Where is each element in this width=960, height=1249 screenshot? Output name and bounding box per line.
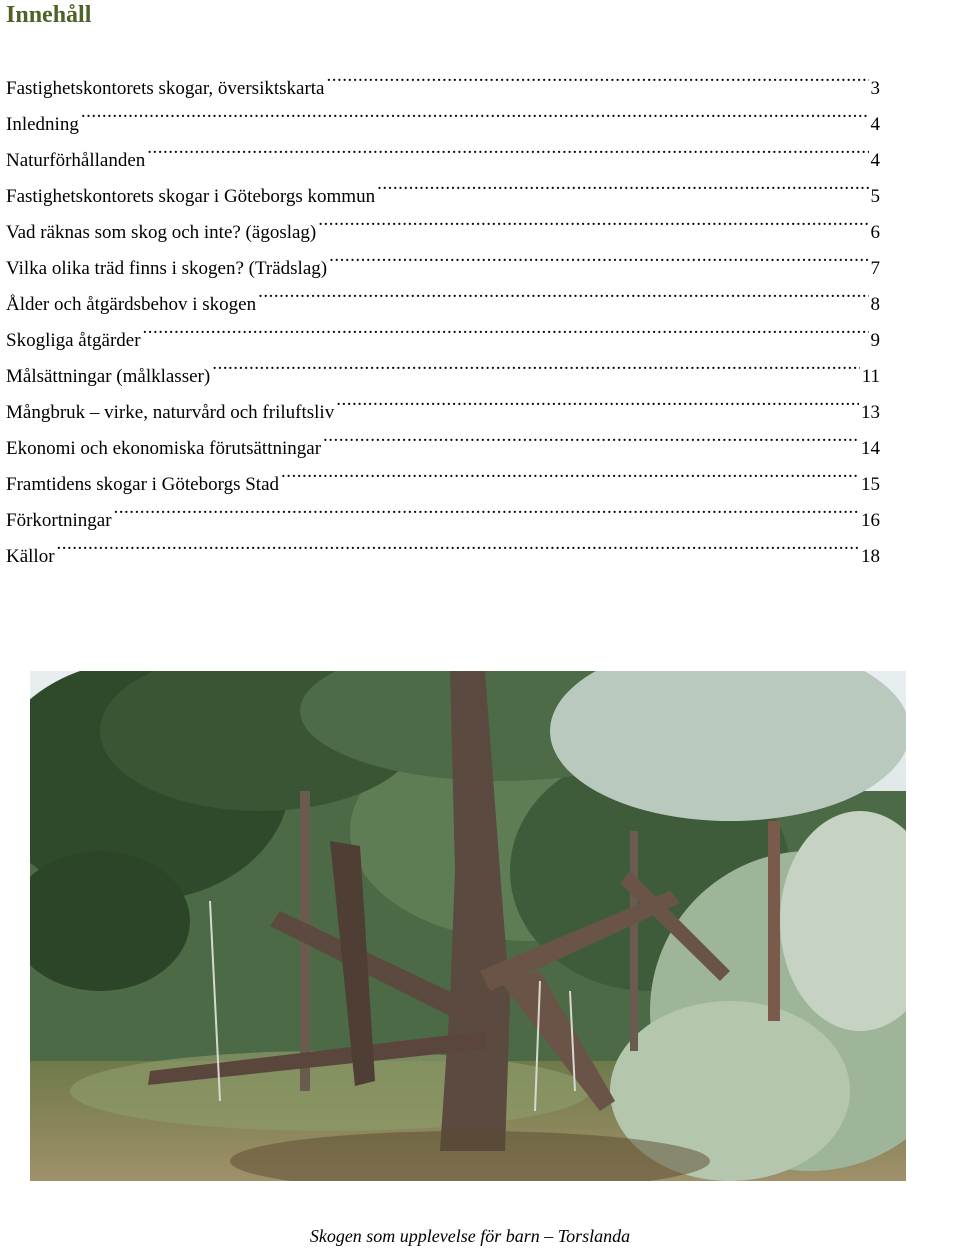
toc-entry[interactable] <box>6 526 880 567</box>
toc-entry-page: 8 <box>870 294 880 315</box>
toc-entry-title: Fastighetskontorets skogar, översiktskarta <box>6 78 325 99</box>
toc-leader-dots <box>212 346 860 382</box>
toc-entry[interactable] <box>6 94 880 135</box>
toc-entry-page: 6 <box>870 222 880 243</box>
toc-entry-title: Fastighetskontorets skogar i Göteborgs kommun <box>6 186 376 207</box>
toc-leader-dots <box>318 202 868 238</box>
toc-leader-dots <box>147 130 868 166</box>
toc-entry-page: 4 <box>870 114 880 135</box>
toc-leader-dots <box>377 166 868 202</box>
toc-entry-page: 5 <box>870 186 880 207</box>
toc-leader-dots <box>327 58 869 94</box>
toc-entry-page: 18 <box>861 546 880 567</box>
toc-leader-dots <box>143 310 869 346</box>
toc-entry-title: Källor <box>6 546 55 567</box>
toc-entry-title: Vilka olika träd finns i skogen? (Trädslag) <box>6 258 328 279</box>
toc-leader-dots <box>323 418 859 454</box>
toc-entry-title: Framtidens skogar i Göteborgs Stad <box>6 474 280 495</box>
toc-entry-title: Skogliga åtgärder <box>6 330 141 351</box>
page-heading: Innehåll <box>6 2 92 28</box>
table-of-contents <box>6 58 880 567</box>
toc-entry-title: Naturförhållanden <box>6 150 146 171</box>
toc-entry-page: 14 <box>861 438 880 459</box>
toc-leader-dots <box>81 94 869 130</box>
toc-entry-title: Ekonomi och ekonomiska förutsättningar <box>6 438 322 459</box>
toc-entry-page: 15 <box>861 474 880 495</box>
toc-entry[interactable] <box>6 58 880 99</box>
toc-entry-title: Mångbruk – virke, naturvård och friluftsliv <box>6 402 335 423</box>
pine-forest-illustration <box>30 671 906 1181</box>
toc-entry-title: Ålder och åtgärdsbehov i skogen <box>6 294 257 315</box>
toc-entry-page: 4 <box>870 150 880 171</box>
toc-leader-dots <box>329 238 868 274</box>
toc-leader-dots <box>258 274 868 310</box>
toc-leader-dots <box>57 526 859 562</box>
toc-entry-page: 7 <box>870 258 880 279</box>
toc-leader-dots <box>281 454 859 490</box>
toc-entry-page: 3 <box>870 78 880 99</box>
toc-entry-page: 13 <box>861 402 880 423</box>
forest-photo <box>30 671 906 1181</box>
toc-entry-page: 11 <box>861 366 880 387</box>
toc-entry-title: Vad räknas som skog och inte? (ägoslag) <box>6 222 317 243</box>
toc-leader-dots <box>114 490 859 526</box>
toc-entry-title: Inledning <box>6 114 79 135</box>
toc-entry-title: Förkortningar <box>6 510 112 531</box>
toc-entry-page: 16 <box>861 510 880 531</box>
toc-entry[interactable] <box>6 130 880 171</box>
toc-leader-dots <box>336 382 859 418</box>
toc-entry-title: Målsättningar (målklasser) <box>6 366 211 387</box>
footer-text: Skogen som upplevelse för barn – Torslanda <box>309 1226 631 1246</box>
page-footer <box>0 1226 880 1247</box>
toc-entry-page: 9 <box>870 330 880 351</box>
toc-entry[interactable] <box>6 490 880 531</box>
